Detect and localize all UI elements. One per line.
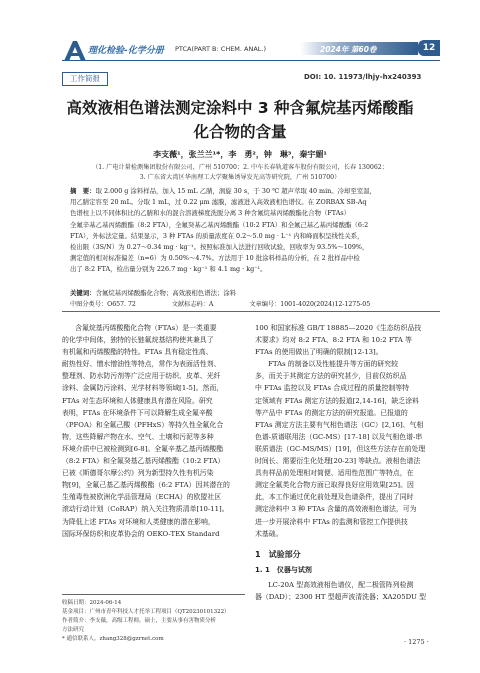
classification-row: [70, 299, 440, 308]
author-bio-cont: 方法研究: [62, 627, 85, 633]
body-line: 器（DAD）；2300 HT 型超声波清洗器；XA205DU 型: [255, 593, 426, 602]
body-line: 100 和国家标准 GB/T 18885—2020《生态纺织品技: [255, 324, 422, 332]
article-number: 文章编号：1001-4020(2024)12-1275-05: [249, 301, 371, 308]
footnote-rule: [62, 594, 245, 595]
body-line: 中 FTAs 监控以及 FTAs 合成过程的质量控制等特: [255, 384, 410, 393]
keywords: 关键词：含氟烷基丙烯酸酯化合物；高效液相色谱法；涂料: [70, 289, 237, 297]
received-date: 收稿日期：2024-06-14: [62, 600, 122, 606]
clc-number: 中图分类号：O657. 72: [70, 301, 136, 308]
author-bio: 作者简介：李支薇，高级工程师，硕士，主要从事有害物质分析: [62, 618, 217, 624]
body-line: 术要求》均对 8:2 FTA、8:2 FTA 和 10:2 FTA 等: [255, 336, 412, 345]
abstract-line: 色谱柱上以不同体积比的乙腈和水的混合溶液梯度洗脱分离 3 种含氟烷基丙烯酸酯化合物（FTAs）: [70, 209, 350, 218]
column-label: 工作简报: [62, 72, 108, 86]
header-rule: [62, 60, 440, 61]
page-number: · 1275 ·: [404, 638, 429, 646]
body-line: （PFOA）和全氟己酸（PFHxS）等持久性全氟化合: [62, 420, 224, 429]
abstract-rule: [62, 311, 440, 312]
body-line: 生殖毒性被欧洲化学品管理局（ECHA）的欧盟社区: [62, 493, 222, 502]
abstract-line: FTA），外标法定量。结果显示，3 种 FTAs 的质量浓度在 0.2～5.0 mg · L⁻¹ 内和峰面积呈线性关系，: [70, 231, 364, 240]
abstract: [70, 186, 430, 276]
body-line: FTAs 的使用做出了明确的限制[12-13]。: [255, 348, 383, 357]
document-code: 文献标志码：A: [171, 301, 214, 308]
body-line: 整理剂、防水防污剂等广泛应用于纺织、皮革、光纤: [62, 372, 221, 381]
affiliation-line-2: 3. 广东省大湾区华南理工大学聚集诱导发光高等研究院，广州 510700）: [139, 174, 341, 181]
body-line: 此，本工作通过优化前处理及色谱条件，提出了同时: [255, 493, 414, 502]
body-line: 环境介质中已被检测到[6-8]。全氟辛基乙基丙烯酸酯: [62, 444, 224, 453]
affiliation-line-1: （1. 广电计量检测集团股份有限公司，广州 510700；2. 中车长春轨道客车股份有限公司，长春 130062；: [92, 164, 388, 171]
body-line: FTAs 测定方法主要有气相色谱法（GC）[2,16]、气相: [255, 420, 424, 429]
doi: DOI: 10. 11973/lhjy-hx240393: [304, 73, 422, 81]
journal-english-title: PTCA(PART B: CHEM. ANAL.): [175, 45, 267, 53]
body-line: 进一步开展涂料中 FTAs 的监测和管控工作提供技: [255, 517, 408, 526]
corresponding-author: * 通信联系人。zhang328@gzrnet.com: [62, 636, 164, 642]
body-line: 测定全氟类化合物方面已取得良好应用效果[25]。因: [255, 481, 414, 490]
body-left-column: [62, 322, 245, 540]
body-line: 色谱-质谱联用法（GC-MS）[17-18] 以及气相色谱-串: [255, 432, 423, 441]
body-line: FTAs 对生态环境和人体健康具有潜在风险。研究: [62, 396, 213, 405]
body-line: 涂料、金属防污涂料、光学材料等领域[1-5]。然而，: [62, 384, 224, 393]
body-line: 等产品中 FTAs 的测定方法的研究报道。已报道的: [255, 408, 408, 417]
keywords-label: 关键词：: [70, 289, 96, 297]
body-line: 国际环保纺织和皮革协会的 OEKO-TEX Standard: [62, 529, 220, 538]
body-line: 物[9]，全氟己基乙基丙烯酸酯（6:2 FTA）因其潜在的: [62, 481, 230, 490]
abstract-line: 全氟辛基乙基丙烯酸酯（8:2 FTA），全氟癸基乙基丙烯酸酯（10:2 FTA）和全氟己基乙基丙烯酸酯（6:2: [70, 220, 369, 229]
issue-number-tab: 12: [418, 40, 440, 56]
body-line: 的化学中间体，独特的长链氟烷基结构使其兼具了: [62, 336, 214, 345]
body-line: 滚动行动计划（CoRAP）纳入关注物质清单[10-11]。: [62, 505, 229, 514]
body-right-column-cont: [255, 579, 440, 603]
section-heading-1: 1 试验部分: [255, 550, 301, 559]
body-line: 表明，FTAs 在环境条件下可以降解生成全氟辛酸: [62, 408, 213, 417]
body-line: 耐热性好、憎水憎油性等特点，常作为表面活性剂、: [62, 360, 221, 369]
section-heading-1-1: 1. 1 仪器与试剂: [255, 566, 312, 574]
body-line: FTAs 的制备以及性能提升等方面的研究较: [268, 360, 399, 369]
body-right-column: [255, 322, 440, 540]
footnotes: [62, 599, 245, 644]
body-line: 多，而关于其测定方法的研究甚少，目前仅纺织品: [255, 372, 407, 381]
body-line: 联质谱法（GC-MS/MS）[19]，但这些方法存在前处理: [255, 444, 426, 453]
body-line: 术基础。: [255, 529, 283, 538]
article-title-line-1: 高效液相色谱法测定涂料中 3 种含氟烷基丙烯酸酯: [66, 99, 414, 117]
body-line: LC-20A 型高效液相色谱仪，配二极管阵列检测: [268, 581, 414, 589]
abstract-line: 摘 要：取 2.000 g 涂料样品，加入 15 mL 乙腈，涡旋 30 s，于 30 ℃ 超声萃取 40 min。冷却至室温，: [70, 187, 376, 195]
body-line: 物，这些降解产物在水、空气、土壤和污泥等多种: [62, 432, 214, 441]
body-line: 含氟烷基丙烯酸酯化合物（FTAs）是一类重要: [75, 324, 217, 332]
article-title-line-2: 化合物的含量: [193, 123, 287, 141]
body-line: 定领域有 FTAs 测定方法的报道[2,14-16]，缺乏涂料: [255, 396, 419, 405]
body-line: 为降低上述 FTAs 对环境和人类健康的潜在影响，: [62, 517, 215, 526]
body-line: 测定涂料中 3 种 FTAs 含量的高效液相色谱法，可为: [255, 505, 417, 514]
abstract-line: 检出限（3S/N）为 0.27～0.34 mg · kg⁻¹。按照标准加入法进行回收试验，回收率为 93.5%～109%，: [70, 243, 369, 252]
abstract-line: 出了 8:2 FTA，检出量分别为 226.7 mg · kg⁻¹ 和 4.1 mg · kg⁻¹。: [70, 265, 267, 274]
authors: 李支薇¹，张兰兰¹*，李 勇²，钟 琳³，秦宇媚¹: [153, 150, 327, 159]
issue-label: 2024年 第60卷: [320, 45, 377, 54]
body-line: （8:2 FTA）和全氟癸基乙基丙烯酸酯（10:2 FTA）: [62, 457, 225, 466]
journal-title: 理化检验-化学分册: [88, 46, 164, 56]
body-line: 有机氟和丙烯酸酯的特性。FTAs 具有稳定性高、: [62, 348, 213, 357]
body-line: 时间长、需要衍生化处理[20-23] 等缺点。液相色谱法: [255, 457, 421, 466]
abstract-line: 用乙腈定容至 20 mL。分取 1 mL，过 0.22 μm 滤膜，滤液进入高效液相色谱仪。在 ZORBAX SB-Aq: [70, 198, 367, 207]
abstract-label: 摘 要：: [70, 187, 96, 195]
funding: 基金项目：广州市青年科技人才托举工程项目（QT20230101322）: [62, 609, 230, 615]
journal-logo-icon: [62, 40, 88, 62]
body-line: 已被《斯德哥尔摩公约》列为新型持久性有机污染: [62, 469, 214, 478]
abstract-line: 测定值的相对标准偏差（n=6）为 0.50%～4.7%。方法用于 10 批涂料样品的分析，在 2 批样品中检: [70, 254, 360, 263]
body-line: 具有样品前处理相对简便、适用性范围广等特点，在: [255, 469, 414, 478]
